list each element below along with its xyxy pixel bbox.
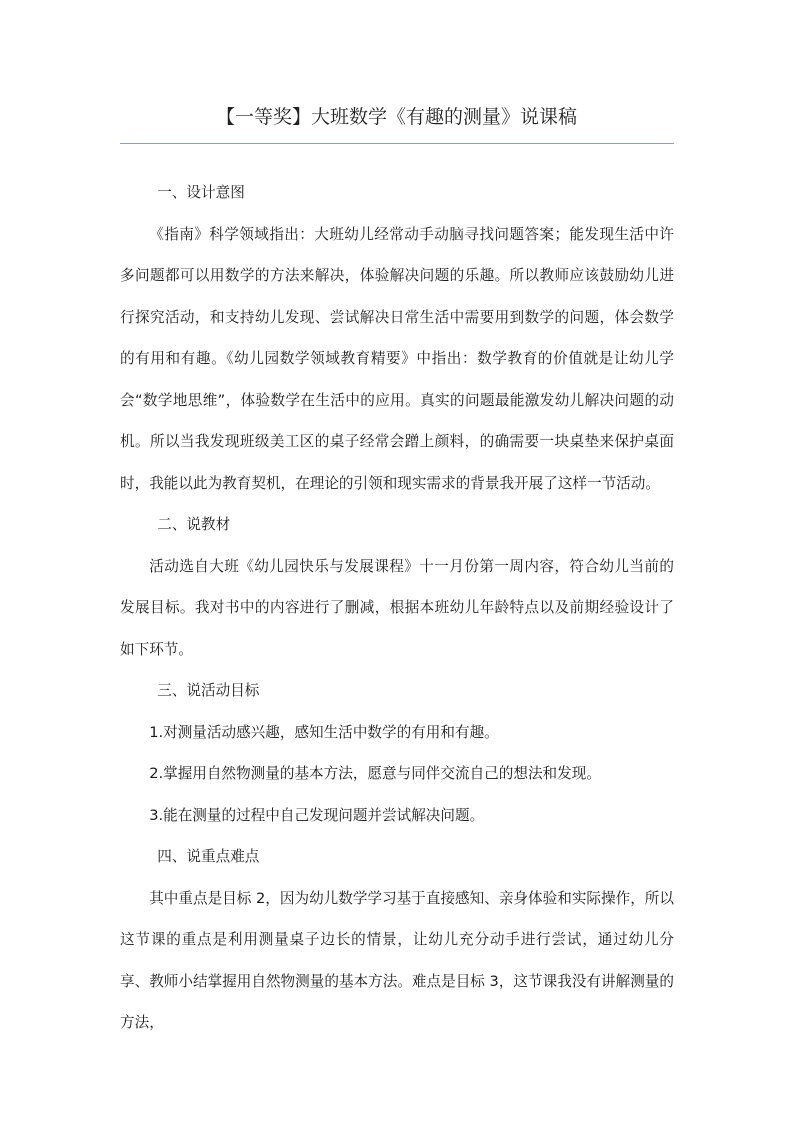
section-heading-activity-goals: 三、说活动目标 (157, 682, 260, 699)
title-divider (120, 143, 674, 144)
body-paragraph: 《指南》科学领域指出：大班幼儿经常动手动脑寻找问题答案；能发现生活中许多问题都可以用数学的方法来解决，体验解决问题的乐趣。所以教师应该鼓励幼儿进行探究活动，和支持幼儿发现、尝试解决日常生活中需要用到数学的问题，体会数学的有用和有趣。《幼儿园数学领域教育精要》中指出：数学教育的价值就是让幼儿学会“数学地思维”，体验数学在生活中的应用。真实的问题最能激发幼儿解决问题的动机。所以当我发现班级美工区的桌子经常会蹭上颜料，的确需要一块桌垫来保护桌面时，我能以此为教育契机，在理论的引领和现实需求的背景我开展了这样一节活动。 (120, 225, 674, 492)
goal-item: 2.掌握用自然物测量的基本方法，愿意与同伴交流自己的想法和发现。 (149, 765, 601, 782)
body-paragraph: 其中重点是目标 2，因为幼儿数学学习基于直接感知、亲身体验和实际操作，所以这节课的重点是利用测量桌子边长的情景，让幼儿充分动手进行尝试，通过幼儿分享、教师小结掌握用自然物测量的基本方法。难点是目标 3，这节课我没有讲解测量的方法， (120, 889, 674, 1031)
document-title: 【一等奖】大班数学《有趣的测量》说课稿 (215, 106, 577, 128)
body-paragraph: 活动选自大班《幼儿园快乐与发展课程》十一月份第一周内容，符合幼儿当前的发展目标。我对书中的内容进行了删减，根据本班幼儿年龄特点以及前期经验设计了如下环节。 (120, 557, 674, 658)
goal-item: 3.能在测量的过程中自己发现问题并尝试解决问题。 (149, 806, 485, 824)
section-heading-key-points: 四、说重点难点 (157, 848, 260, 865)
goal-item: 1.对测量活动感兴趣，感知生活中数学的有用和有趣。 (149, 723, 499, 741)
section-heading-design-intent: 一、设计意图 (157, 184, 245, 201)
document-body (120, 172, 674, 1044)
section-heading-teaching-material: 二、说教材 (157, 516, 231, 533)
